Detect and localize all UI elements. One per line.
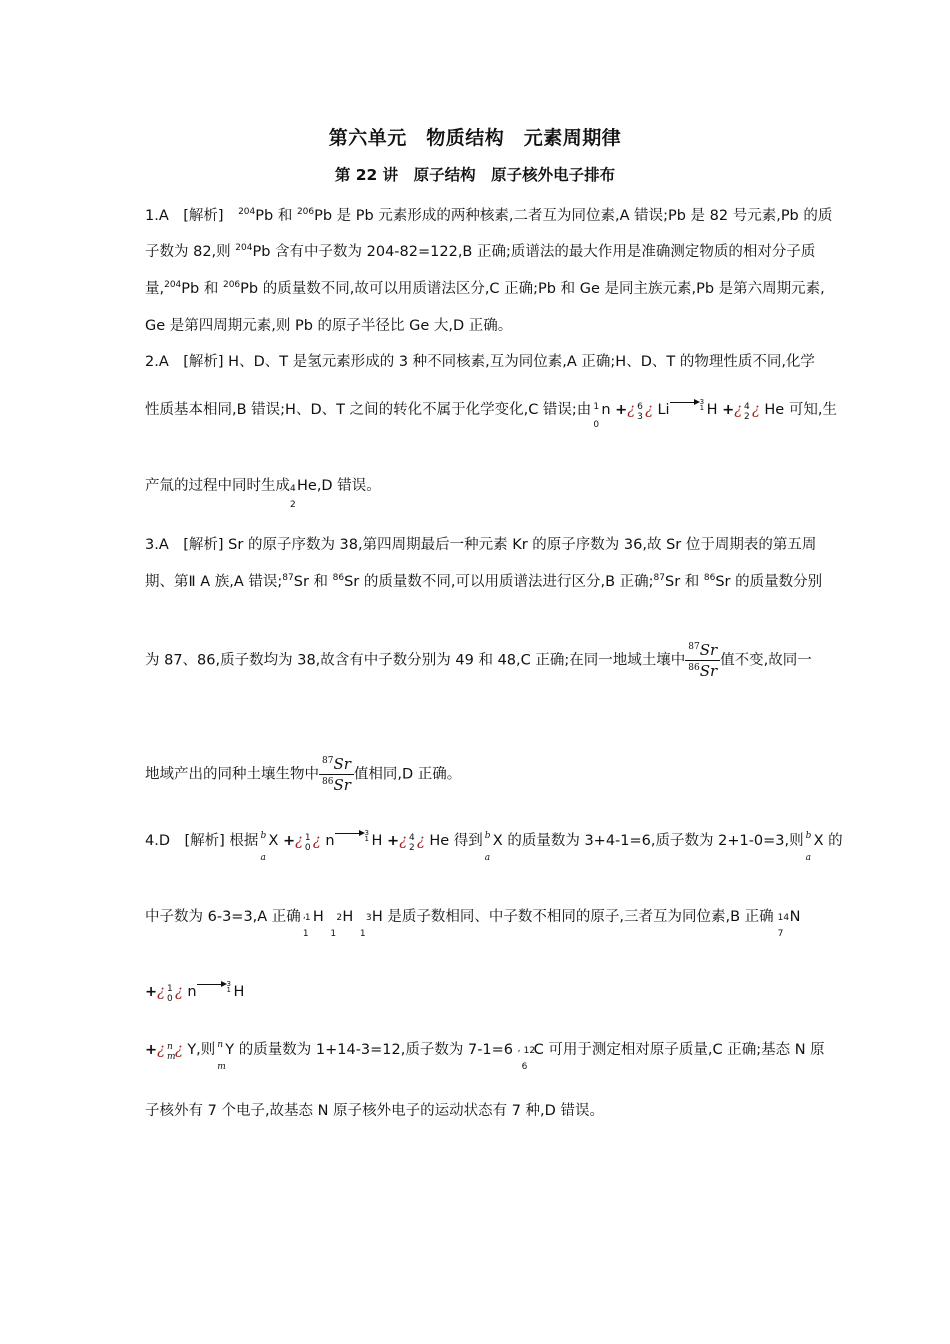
q4-line4: +¿ n m ¿ Y,则 n m Y 的质量数为 1+14-3=12,质子数为 7-1=6 , 12 6 C 可用于测定相对原子质量,C 正确;基态 N 原 (145, 1040, 825, 1072)
reaction-arrow-icon (670, 398, 700, 408)
q3-line2: 期、第Ⅱ A 族,A 错误;$^{87}$Sr 和 $^{86}$Sr 的质量数不同,可以用质谱法进行区分,B 正确;$^{87}$Sr 和 $^{86}$Sr 的质量数分别 (145, 573, 823, 590)
q3-line3: 为 87、86,质子数均为 38,故含有中子数分别为 49 和 48,C 正确;在同一地域土壤中 $\frac{^{87}Sr}{^{86}Sr}$ 值不变,故同一 (145, 641, 812, 680)
q2-line2: 性质基本相同,B 错误;H、D、T 之间的转化不属于化学变化,C 错误;由 1 0 n +¿ 6 3 ¿ Li 3 1 H +¿ 4 2 ¿ He 可知,生 (145, 398, 837, 430)
sr-ratio-fraction: $\frac{^{87}Sr}{^{86}Sr}$ (319, 754, 354, 795)
q1-line3: 量,$^{204}$Pb 和 $^{206}$Pb 的质量数不同,故可以用质谱法区分,C 正确;Pb 和 Ge 是同主族元素,Pb 是第六周期元素, (145, 280, 825, 297)
q2-line3: 产氚的过程中同时生成 4 2 He,D 错误。 (145, 478, 381, 510)
reaction-arrow-icon (197, 980, 227, 990)
n-nuclide: 1 0 (593, 402, 600, 430)
q1-line4: Ge 是第四周期元素,则 Pb 的原子半径比 Ge 大,D 正确。 (145, 318, 513, 334)
lesson-title: 第 22 讲 原子结构 原子核外电子排布 (334, 166, 616, 184)
q3-line1: 3.A [解析] Sr 的原子序数为 38,第四周期最后一种元素 Kr 的原子序数为 36,故 Sr 位于周期表的第五周 (145, 537, 817, 553)
q3-line4: 地域产出的同种土壤生物中 $\frac{^{87}Sr}{^{86}Sr}$ 值相同,D 正确。 (145, 755, 462, 794)
q4-line3: +¿ 1 0 ¿ n 3 1 H (145, 980, 245, 1004)
q4-line1: 4.D [解析] 根据 b a X +¿ 1 0 ¿ n 3 1 H +¿ 4 2 ¿ He 得到 b a X 的质量数为 3+4-1=6,质子数为 2+1-0=3,则 b a X 的 (145, 829, 843, 863)
sr-ratio-fraction: $\frac{^{87}Sr}{^{86}Sr}$ (685, 640, 720, 681)
q1-line1: 1.A [解析] $^{204}$Pb 和 $^{206}$Pb 是 Pb 元素形成的两种核素,二者互为同位素,A 错误;Pb 是 82 号元素,Pb 的质 (145, 207, 833, 224)
unit-title: 第六单元 物质结构 元素周期律 (328, 127, 622, 149)
q4-line2: 中子数为 6-3=3,A 正确 , 1 1 H 2 1 H 3 1 H 是质子数相同、中子数不相同的原子,三者互为同位素,B 正确 14 7 N (145, 909, 801, 939)
q1-line2: 子数为 82,则 $^{204}$Pb 含有中子数为 204-82=122,B 正确;质谱法的最大作用是准确测定物质的相对分子质 (145, 243, 816, 260)
q2-line1: 2.A [解析] H、D、T 是氢元素形成的 3 种不同核素,互为同位素,A 正确;H、D、T 的物理性质不同,化学 (145, 354, 815, 370)
q4-line5: 子核外有 7 个电子,故基态 N 原子核外电子的运动状态有 7 种,D 错误。 (145, 1103, 604, 1119)
reaction-arrow-icon (335, 829, 365, 839)
